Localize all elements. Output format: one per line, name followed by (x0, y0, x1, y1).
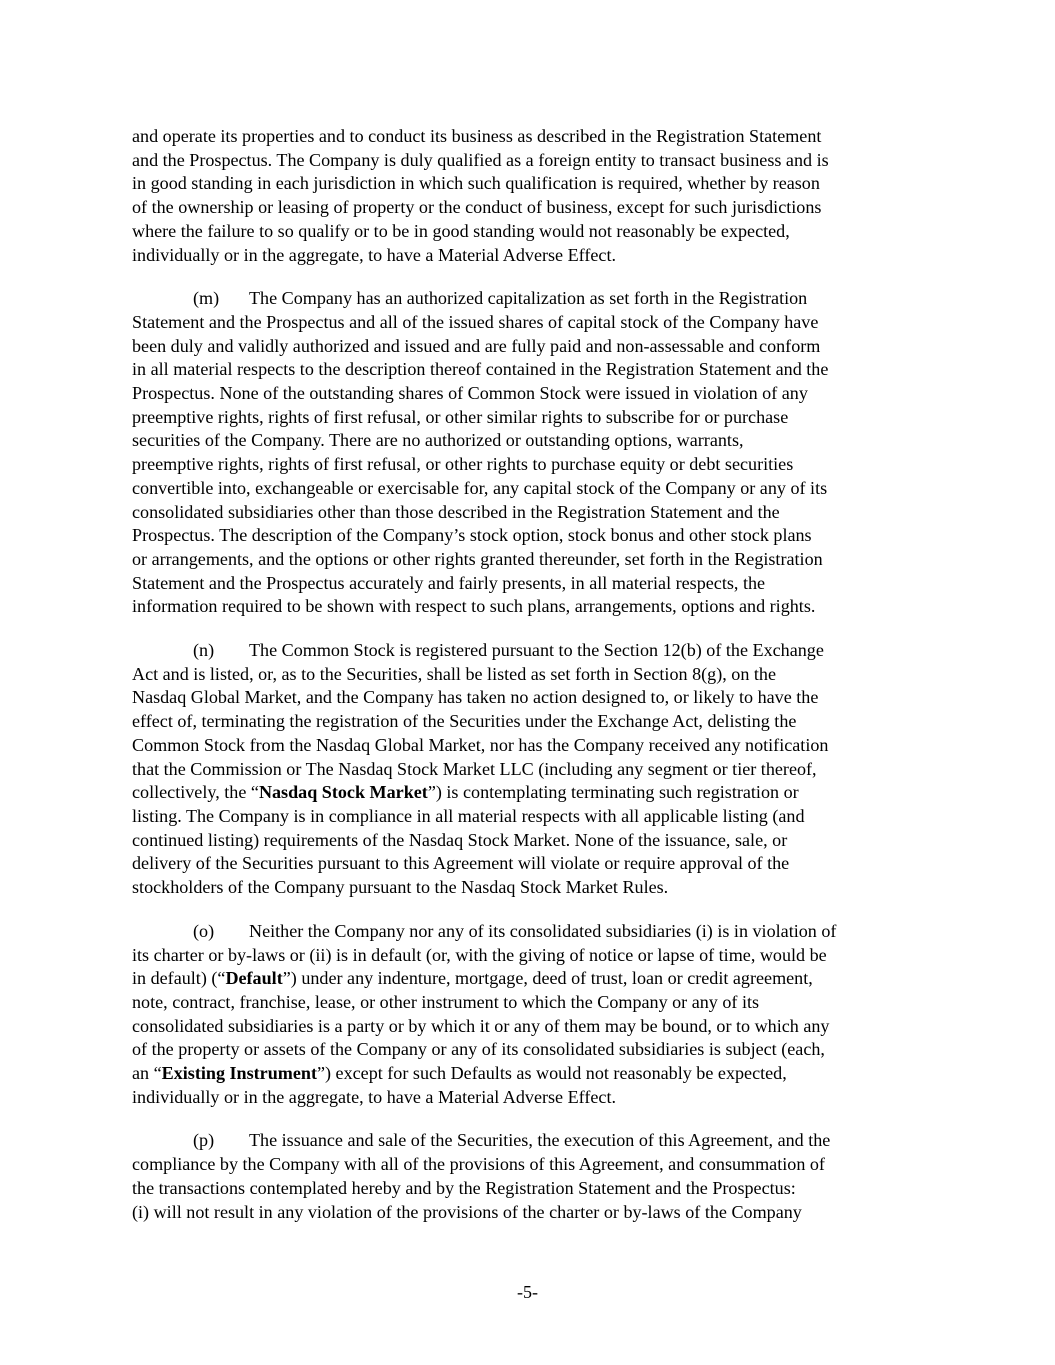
paragraph-n (132, 639, 932, 900)
text-line (132, 1177, 932, 1201)
text-line (132, 852, 932, 876)
text-line (132, 686, 932, 710)
line-text: and operate its properties and to conduct its business as described in the Registration Statement (132, 126, 822, 146)
line-text: Common Stock from the Nasdaq Global Market, nor has the Company received any notification (132, 734, 829, 755)
paragraph-label: (m) (193, 288, 220, 309)
line-text: Prospectus. The description of the Company’s stock option, stock bonus and other stock plans (132, 525, 812, 546)
paragraph-p (132, 1129, 932, 1224)
text-line (132, 876, 932, 900)
defined-term: Nasdaq Stock Market (258, 782, 428, 803)
text-line (132, 1062, 932, 1086)
line-text: that the Commission or The Nasdaq Stock Market LLC (including any segment or tier thereof, (132, 758, 817, 779)
text-line (132, 639, 932, 663)
text-line (132, 149, 932, 173)
text-line (132, 1201, 932, 1225)
text-line (132, 710, 932, 734)
line-text: Statement and the Prospectus accurately and fairly presents, in all material respects, the (132, 572, 766, 593)
text-line (132, 524, 932, 548)
line-text: the transactions contemplated hereby and by the Registration Statement and the Prospectus: (132, 1177, 796, 1198)
text-line (132, 944, 932, 968)
line-text: or arrangements, and the options or other rights granted thereunder, set forth in the Registration (132, 548, 823, 569)
text-line (132, 406, 932, 430)
line-text: Statement and the Prospectus and all of the issued shares of capital stock of the Company have (132, 311, 819, 332)
paragraph-label: (n) (193, 640, 215, 661)
line-text: (i) will not result in any violation of the provisions of the charter or by-laws of the Company (132, 1201, 802, 1222)
text-line (132, 311, 932, 335)
document-body (132, 125, 932, 1244)
text-line (132, 967, 932, 991)
line-text: delivery of the Securities pursuant to this Agreement will violate or require approval of the (132, 853, 790, 874)
line-text: individually or in the aggregate, to have a Material Adverse Effect. (132, 1086, 616, 1107)
line-text: Prospectus. None of the outstanding shares of Common Stock were issued in violation of any (132, 383, 808, 404)
line-text: compliance by the Company with all of the provisions of this Agreement, and consummation of (132, 1154, 825, 1175)
text-line (132, 1015, 932, 1039)
text-line (132, 991, 932, 1015)
paragraph-o (132, 920, 932, 1110)
text-line (132, 501, 932, 525)
line-text: listing. The Company is in compliance in all material respects with all applicable listing (and (132, 805, 805, 826)
paragraph-label: (o) (193, 920, 215, 941)
line-text: continued listing) requirements of the Nasdaq Stock Market. None of the issuance, sale, or (132, 829, 788, 850)
text-line (132, 287, 932, 311)
text-line (132, 1086, 932, 1110)
text-line (132, 335, 932, 359)
line-text: consolidated subsidiaries is a party or by which it or any of them may be bound, or to which any (132, 1015, 830, 1036)
text-line (132, 734, 932, 758)
text-line (132, 220, 932, 244)
line-text: information required to be shown with respect to such plans, arrangements, options and rights. (132, 596, 816, 617)
defined-term: Default (225, 968, 283, 989)
line-text: Nasdaq Global Market, and the Company has taken no action designed to, or likely to have the (132, 687, 819, 708)
line-text: in good standing in each jurisdiction in which such qualification is required, whether by reason (132, 173, 820, 194)
text-line (132, 805, 932, 829)
text-line (132, 453, 932, 477)
text-line (132, 1038, 932, 1062)
text-line (132, 244, 932, 268)
line-text: Act and is listed, or, as to the Securities, shall be listed as set forth in Section 8(g), on the (132, 663, 776, 684)
text-line (132, 358, 932, 382)
line-text: where the failure to so qualify or to be in good standing would not reasonably be expected, (132, 220, 790, 241)
line-text: an “Existing Instrument”) except for such Defaults as would not reasonably be expected, (132, 1063, 787, 1084)
line-text: securities of the Company. There are no authorized or outstanding options, warrants, (132, 430, 744, 451)
page-number: -5- (517, 1282, 538, 1302)
line-text: individually or in the aggregate, to have a Material Adverse Effect. (132, 244, 616, 265)
text-line (132, 781, 932, 805)
line-text: of the ownership or leasing of property or the conduct of business, except for such jurisdictions (132, 197, 822, 218)
line-text: preemptive rights, rights of first refusal, or other rights to purchase equity or debt securities (132, 454, 794, 475)
line-text: its charter or by-laws or (ii) is in default (or, with the giving of notice or lapse of time, would be (132, 944, 827, 965)
line-text: convertible into, exchangeable or exercisable for, any capital stock of the Company or any of its (132, 477, 828, 498)
text-line (132, 429, 932, 453)
text-line (132, 477, 932, 501)
line-text: The Common Stock is registered pursuant to the Section 12(b) of the Exchange (249, 640, 824, 661)
text-line (132, 572, 932, 596)
text-line (132, 758, 932, 782)
line-text: and the Prospectus. The Company is duly qualified as a foreign entity to transact business and is (132, 149, 829, 170)
text-line (132, 829, 932, 853)
line-text: note, contract, franchise, lease, or other instrument to which the Company or any of its (132, 991, 760, 1012)
line-text: effect of, terminating the registration of the Securities under the Exchange Act, delisting the (132, 711, 797, 732)
line-text: stockholders of the Company pursuant to the Nasdaq Stock Market Rules. (132, 877, 669, 898)
text-line (132, 595, 932, 619)
line-text: The issuance and sale of the Securities, the execution of this Agreement, and the (249, 1130, 831, 1151)
text-line (132, 196, 932, 220)
text-line (132, 548, 932, 572)
paragraph-l-cont (132, 125, 932, 267)
line-text: in all material respects to the description thereof contained in the Registration Statement and the (132, 359, 829, 380)
paragraph-m (132, 287, 932, 619)
text-line (132, 382, 932, 406)
text-line (132, 1129, 932, 1153)
text-line (132, 920, 932, 944)
line-text: collectively, the “Nasdaq Stock Market”) is contemplating terminating such registration or (132, 782, 799, 803)
text-line (132, 663, 932, 687)
line-text: of the property or assets of the Company or any of its consolidated subsidiaries is subject (each, (132, 1039, 825, 1060)
text-line (132, 1153, 932, 1177)
line-text: preemptive rights, rights of first refusal, or other similar rights to subscribe for or purchase (132, 406, 789, 427)
line-text: been duly and validly authorized and issued and are fully paid and non-assessable and conform (132, 335, 821, 356)
line-text: consolidated subsidiaries other than those described in the Registration Statement and the (132, 501, 780, 522)
defined-term: Existing Instrument (161, 1063, 317, 1084)
line-text: in default) (“Default”) under any indenture, mortgage, deed of trust, loan or credit agreement, (132, 968, 813, 989)
line-text: The Company has an authorized capitalization as set forth in the Registration (249, 288, 808, 309)
text-line (132, 172, 932, 196)
paragraph-label: (p) (193, 1130, 215, 1151)
line-text: Neither the Company nor any of its consolidated subsidiaries (i) is in violation of (249, 920, 837, 941)
text-line (132, 125, 932, 149)
